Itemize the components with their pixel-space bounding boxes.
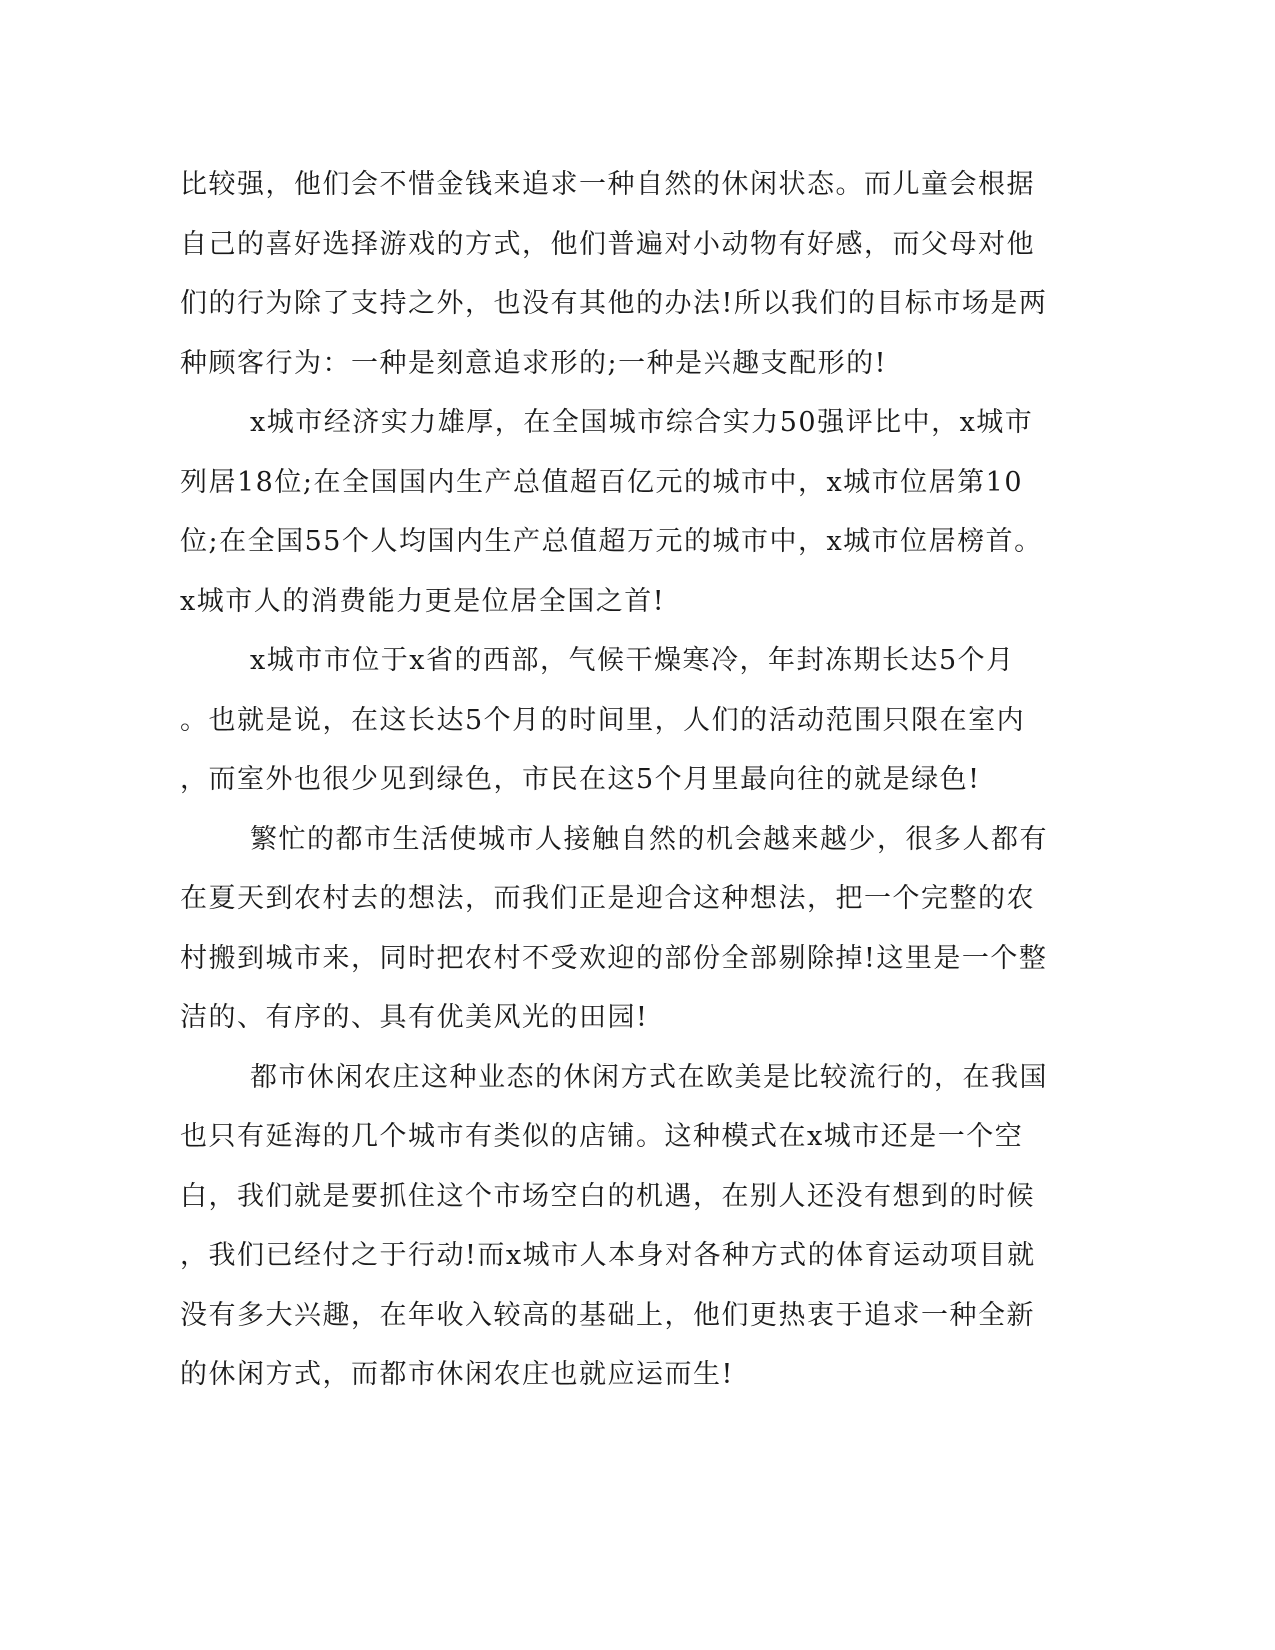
text-line: x城市经济实力雄厚，在全国城市综合实力50强评比中，x城市 <box>250 407 1034 438</box>
text-line: 列居18位;在全国国内生产总值超百亿元的城市中，x城市位居第10 <box>180 466 1024 498</box>
paragraph-4 <box>180 810 1048 1048</box>
paragraph-5 <box>180 1048 1048 1405</box>
text-line: 繁忙的都市生活使城市人接触自然的机会越来越少，很多人都有 <box>250 823 1048 855</box>
text-line: 在夏天到农村去的想法，而我们正是迎合这种想法，把一个完整的农 <box>180 883 1035 914</box>
text-line: 。也就是说，在这长达5个月的时间里，人们的活动范围只限在室内 <box>180 704 1026 736</box>
text-line: ，而室外也很少见到绿色，市民在这5个月里最向往的就是绿色! <box>180 764 981 795</box>
text-line: 都市休闲农庄这种业态的休闲方式在欧美是比较流行的，在我国 <box>250 1061 1048 1093</box>
text-line: 种顾客行为：一种是刻意追求形的;一种是兴趣支配形的! <box>180 347 887 379</box>
text-line: 位;在全国55个人均国内生产总值超万元的城市中，x城市位居榜首。 <box>180 526 1043 557</box>
text-line: x城市人的消费能力更是位居全国之首! <box>180 585 666 617</box>
text-line: 们的行为除了支持之外，也没有其他的办法!所以我们的目标市场是两 <box>180 288 1048 319</box>
text-line: 没有多大兴趣，在年收入较高的基础上，他们更热衷于追求一种全新 <box>180 1299 1035 1331</box>
text-line: 自己的喜好选择游戏的方式，他们普遍对小动物有好感，而父母对他 <box>180 228 1035 260</box>
paragraph-2 <box>180 393 1043 631</box>
text-line: 的休闲方式，而都市休闲农庄也就应运而生! <box>180 1359 734 1390</box>
paragraph-1 <box>180 155 1048 393</box>
text-line: ，我们已经付之于行动!而x城市人本身对各种方式的体育运动项目就 <box>180 1240 1036 1271</box>
paragraph-3 <box>180 631 1030 810</box>
text-line: 也只有延海的几个城市有类似的店铺。这种模式在x城市还是一个空 <box>180 1121 1024 1152</box>
text-line: 洁的、有序的、具有优美风光的田园! <box>180 1002 649 1033</box>
text-line: x城市市位于x省的西部，气候干燥寒冷，年封冻期长达5个月 <box>250 645 1015 676</box>
document-body <box>180 155 1048 1405</box>
text-line: 村搬到城市来，同时把农村不受欢迎的部份全部剔除掉!这里是一个整 <box>180 942 1048 974</box>
text-line: 白，我们就是要抓住这个市场空白的机遇，在别人还没有想到的时候 <box>180 1180 1035 1212</box>
text-line: 比较强，他们会不惜金钱来追求一种自然的休闲状态。而儿童会根据 <box>180 169 1035 200</box>
